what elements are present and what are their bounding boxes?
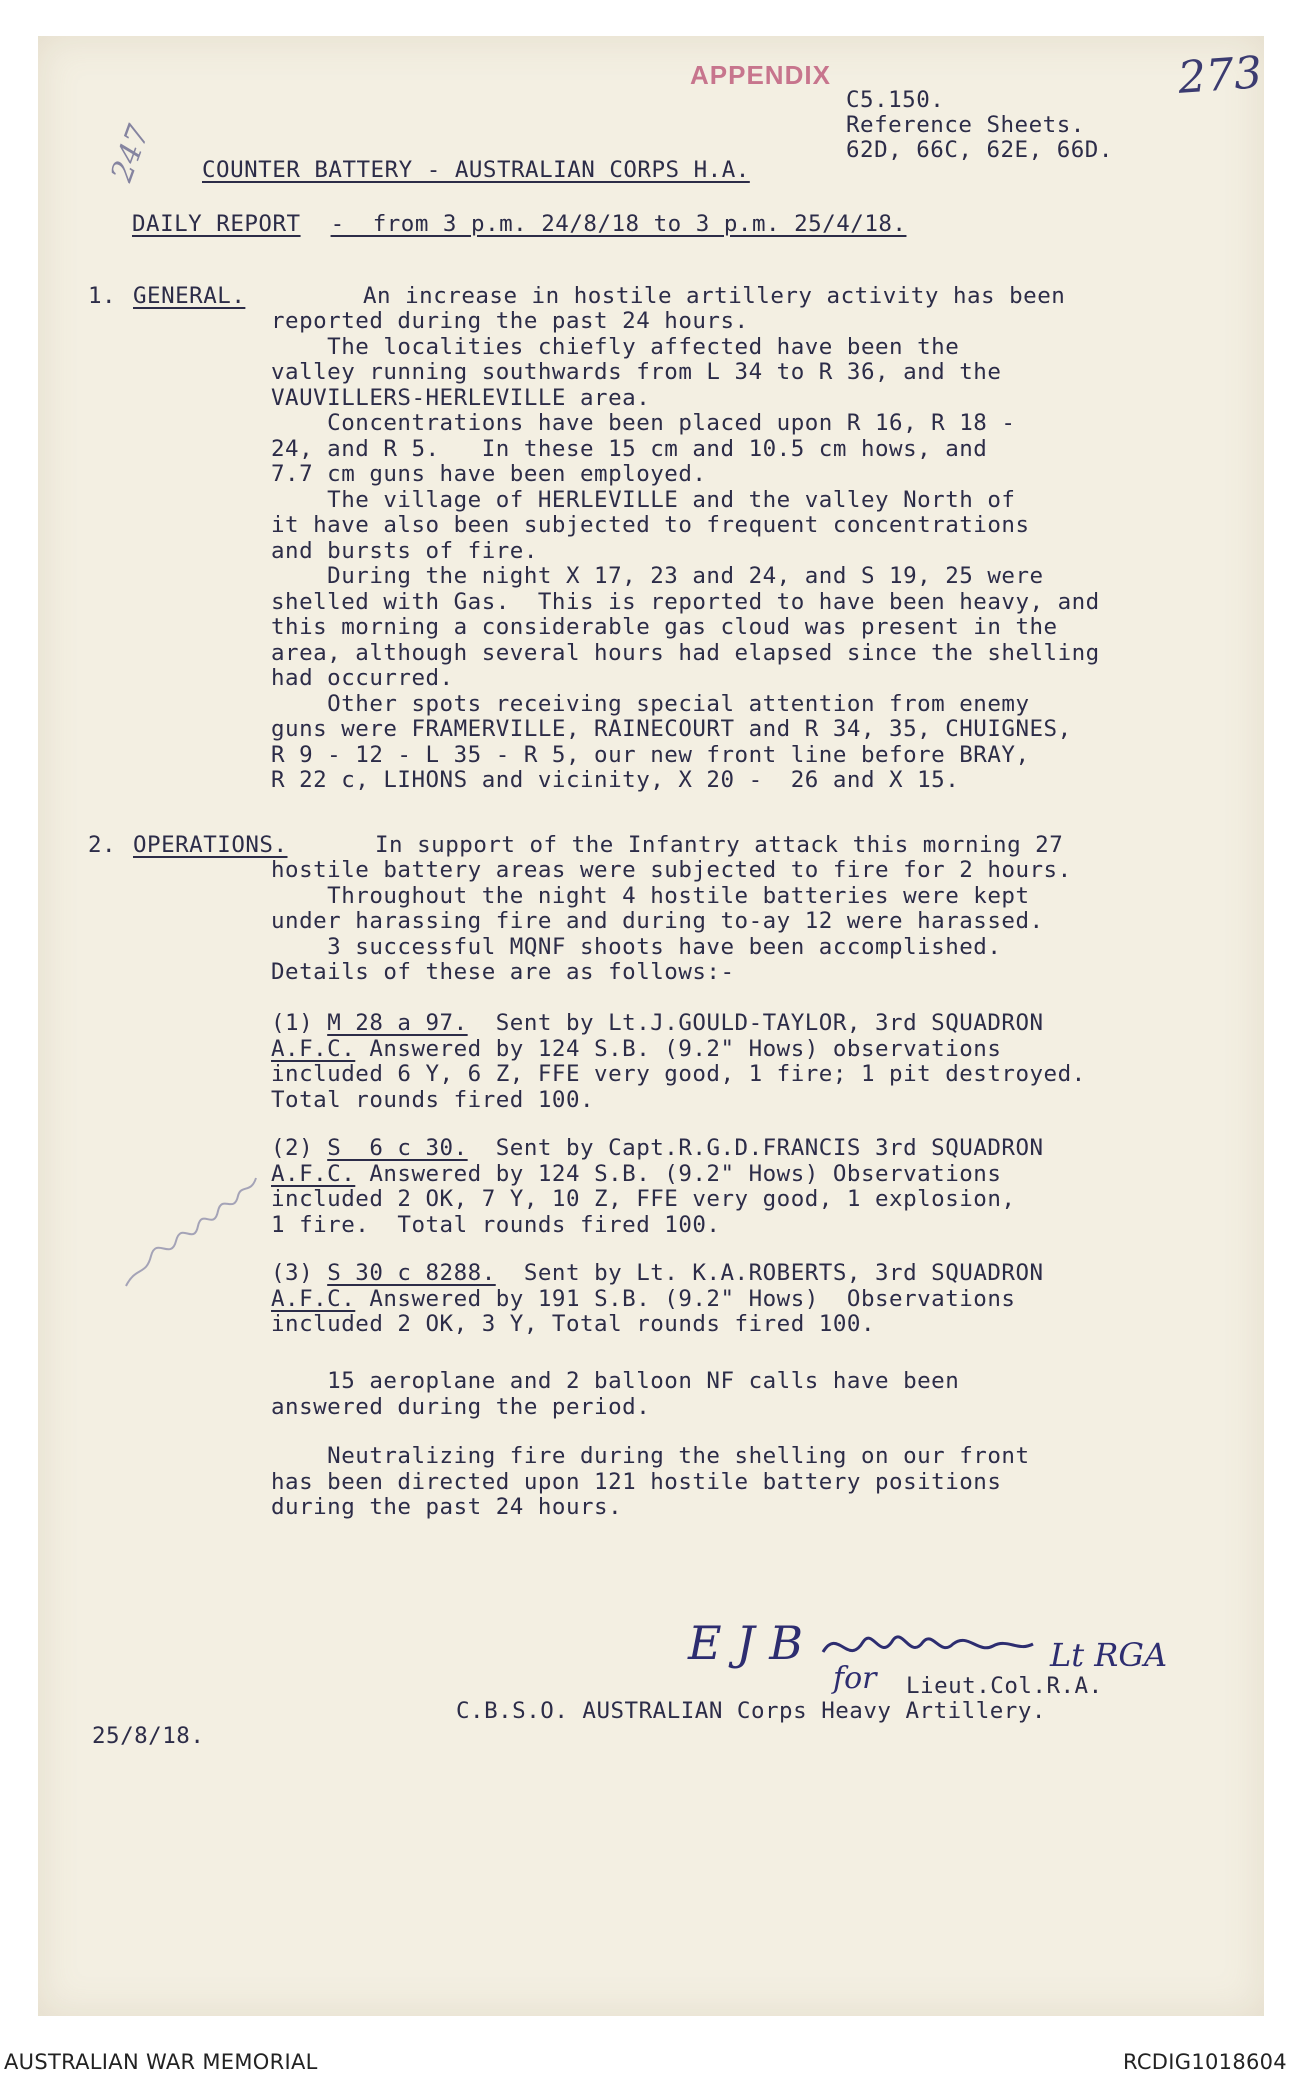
general-line: area, although several hours had elapsed since the shelling: [271, 639, 1100, 666]
general-body: [271, 309, 1100, 794]
signature-rank-handwritten: Lt RGA: [1050, 1636, 1168, 1674]
general-line: this morning a considerable gas cloud was present in the: [271, 614, 1058, 640]
reference-sheets-label: Reference Sheets.: [846, 112, 1085, 138]
shoot-entry: [271, 1136, 1044, 1238]
signatory-rank: Lieut.Col.R.A.: [906, 1673, 1103, 1699]
shoot-line: [271, 1261, 1044, 1287]
operations-line: Details of these are as follows:-: [271, 959, 735, 985]
shoot-unit: A.F.C.: [271, 1285, 356, 1312]
signature-for: for: [833, 1661, 877, 1696]
general-line: it have also been subjected to frequent concentrations: [271, 512, 1030, 538]
operations-line: In support of the Infantry attack this morning 27: [375, 832, 1064, 858]
general-heading: GENERAL.: [133, 283, 246, 309]
report-subtitle: [132, 212, 906, 238]
report-date: 25/8/18.: [92, 1723, 205, 1749]
shoot-line: 1 fire. Total rounds fired 100.: [271, 1211, 721, 1238]
general-line: valley running southwards from L 34 to R 36, and the: [271, 359, 1002, 385]
shoot-unit: A.F.C.: [271, 1035, 356, 1062]
folio-number: 273: [1176, 47, 1264, 104]
general-line: shelled with Gas. This is reported to have been heavy, and: [271, 588, 1100, 615]
nf-calls-paragraph: [271, 1369, 959, 1420]
signatory-office: C.B.S.O. AUSTRALIAN Corps Heavy Artillery.: [456, 1698, 1046, 1724]
report-title: COUNTER BATTERY - AUSTRALIAN CORPS H.A.: [202, 157, 750, 183]
operations-heading: OPERATIONS.: [133, 832, 288, 858]
general-line: Other spots receiving special attention from enemy: [271, 690, 1030, 717]
shoot-number: (2): [271, 1135, 314, 1161]
general-line: 24, and R 5. In these 15 cm and 10.5 cm hows, and: [271, 435, 988, 462]
signature-initials-text: E J B: [688, 1616, 804, 1670]
shoot-answer: Answered by 124 S.B. (9.2" Hows) Observations: [355, 1160, 1002, 1187]
reference-code: C5.150.: [846, 87, 945, 113]
general-line: and bursts of fire.: [271, 537, 538, 564]
general-line: The village of HERLEVILLE and the valley North of: [271, 486, 1016, 513]
old-folio-number: 247: [104, 120, 157, 187]
operations-line: Throughout the night 4 hostile batteries were kept: [271, 882, 1030, 909]
operations-intro: [271, 858, 1072, 986]
shoot-line: included 6 Y, 6 Z, FFE very good, 1 fire; 1 pit destroyed.: [271, 1061, 1086, 1087]
shoot-answer: Answered by 191 S.B. (9.2" Hows) Observations: [355, 1285, 1016, 1312]
report-period: - from 3 p.m. 24/8/18 to 3 p.m. 25/4/18.: [330, 211, 907, 237]
neutral-line: Neutralizing fire during the shelling on our front: [271, 1443, 1030, 1469]
calls-line: answered during the period.: [271, 1393, 651, 1420]
general-line: reported during the past 24 hours.: [271, 308, 749, 334]
shoot-number: (1): [271, 1010, 314, 1036]
general-line: An increase in hostile artillery activity has been: [363, 283, 1066, 309]
shoot-unit: A.F.C.: [271, 1160, 356, 1187]
shoot-answer: Answered by 124 S.B. (9.2" Hows) observations: [355, 1035, 1002, 1062]
daily-report-label: DAILY REPORT: [132, 211, 301, 237]
shoot-line: [271, 1136, 1044, 1162]
document-sheet: [38, 36, 1264, 2016]
shoot-line: [271, 1037, 1086, 1063]
operations-number: 2.: [88, 832, 117, 858]
shoot-entry: [271, 1261, 1044, 1338]
archive-id: RCDIG1018604: [1123, 2050, 1287, 2074]
shoot-line: [271, 1011, 1086, 1037]
shoot-map-ref: M 28 a 97.: [327, 1010, 468, 1036]
shoot-map-ref: S 30 c 8288.: [327, 1260, 496, 1286]
pencil-scribble: [116, 1166, 266, 1296]
appendix-stamp: APPENDIX: [690, 60, 831, 90]
general-line: The localities chiefly affected have been the: [271, 333, 960, 360]
operations-line: 3 successful MQNF shoots have been accomplished.: [271, 933, 1002, 960]
neutral-line: during the past 24 hours.: [271, 1494, 623, 1520]
general-number: 1.: [88, 283, 117, 309]
shoot-sender: Sent by Lt. K.A.ROBERTS, 3rd SQUADRON: [495, 1260, 1044, 1286]
shoot-sender: Sent by Lt.J.GOULD-TAYLOR, 3rd SQUADRON: [467, 1010, 1044, 1036]
shoot-entry: [271, 1011, 1086, 1113]
neutralizing-paragraph: [271, 1444, 1030, 1521]
shoot-number: (3): [271, 1260, 314, 1286]
general-line: had occurred.: [271, 665, 454, 691]
archive-credit: AUSTRALIAN WAR MEMORIAL: [4, 2050, 318, 2074]
general-line: R 9 - 12 - L 35 - R 5, our new front line before BRAY,: [271, 741, 1030, 768]
shoot-line: [271, 1162, 1044, 1188]
general-line: Concentrations have been placed upon R 16, R 18 -: [271, 410, 1016, 436]
shoot-line: Total rounds fired 100.: [271, 1086, 595, 1113]
general-line: guns were FRAMERVILLE, RAINECOURT and R 34, 35, CHUIGNES,: [271, 716, 1072, 742]
general-line: During the night X 17, 23 and 24, and S 19, 25 were: [271, 563, 1044, 589]
general-line: VAUVILLERS-HERLEVILLE area.: [271, 384, 651, 411]
operations-line: hostile battery areas were subjected to fire for 2 hours.: [271, 857, 1072, 883]
shoot-line: [271, 1287, 1044, 1313]
general-line: 7.7 cm guns have been employed.: [271, 461, 707, 487]
neutral-line: has been directed upon 121 hostile battery positions: [271, 1468, 1002, 1495]
reference-sheets-list: 62D, 66C, 62E, 66D.: [846, 137, 1113, 163]
shoot-line: included 2 OK, 3 Y, Total rounds fired 100.: [271, 1311, 875, 1337]
shoot-map-ref: S 6 c 30.: [327, 1135, 468, 1161]
shoot-line: included 2 OK, 7 Y, 10 Z, FFE very good, 1 explosion,: [271, 1186, 1016, 1212]
shoot-sender: Sent by Capt.R.G.D.FRANCIS 3rd SQUADRON: [467, 1135, 1044, 1161]
general-line: R 22 c, LIHONS and vicinity, X 20 - 26 and X 15.: [271, 767, 960, 793]
calls-line: 15 aeroplane and 2 balloon NF calls have been: [271, 1368, 960, 1394]
operations-line: under harassing fire and during to-ay 12 were harassed.: [271, 908, 1044, 934]
